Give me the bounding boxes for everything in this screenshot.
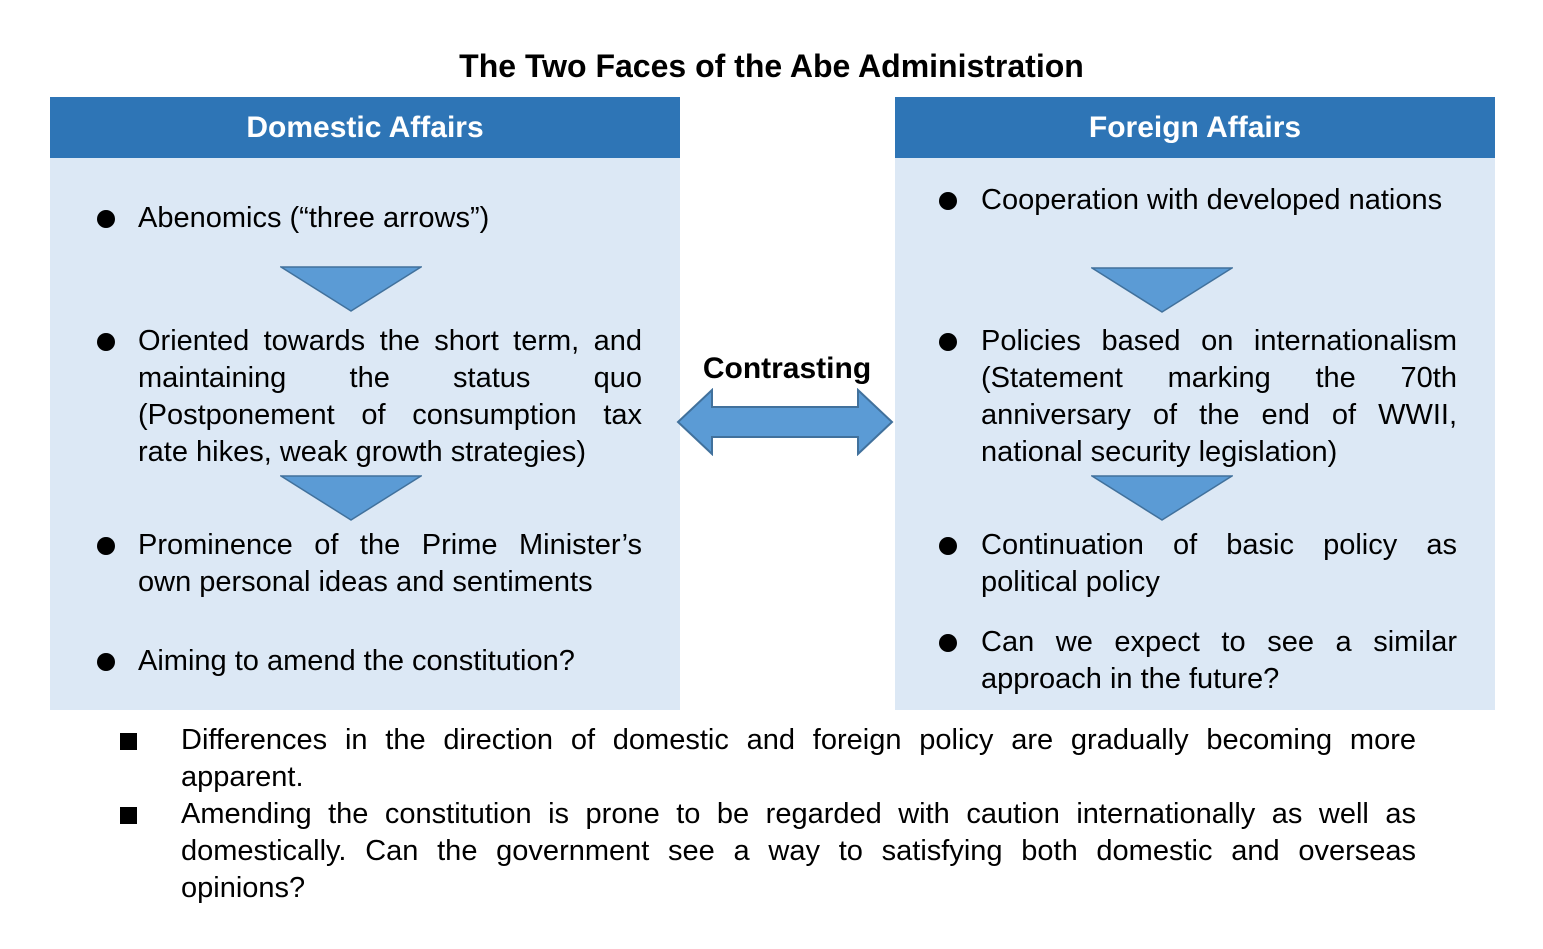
bullet-icon <box>97 537 115 555</box>
note-item <box>181 796 1416 907</box>
note-text: Amending the constitution is prone to be regarded with caution internationally as well as domestically. Can the government see a way to satisfying both domestic and overseas opinions? <box>181 798 1416 904</box>
double-headed-arrow-icon <box>676 388 894 456</box>
bullet-icon <box>939 192 957 210</box>
domestic-item-short-term <box>138 323 642 471</box>
square-bullet-icon <box>120 733 137 750</box>
domestic-item-abenomics <box>138 200 642 237</box>
bullet-icon <box>97 333 115 351</box>
down-arrow-icon <box>1091 267 1233 313</box>
bullet-icon <box>939 333 957 351</box>
domestic-item-text: Prominence of the Prime Minister’s own personal ideas and sentiments <box>138 529 642 598</box>
bullet-icon <box>97 210 115 228</box>
down-arrow-icon <box>1091 475 1233 521</box>
foreign-item-internationalism <box>981 323 1457 471</box>
foreign-item-cooperation <box>981 182 1457 219</box>
foreign-item-text: Continuation of basic policy as political policy <box>981 529 1457 598</box>
note-item <box>181 722 1416 796</box>
square-bullet-icon <box>120 807 137 824</box>
domestic-item-text: Oriented towards the short term, and maintaining the status quo (Postponement of consumption tax rate hikes, weak growth strategies) <box>138 325 642 468</box>
note-text: Differences in the direction of domestic and foreign policy are gradually becoming more apparent. <box>181 724 1416 793</box>
down-arrow-icon <box>280 475 422 521</box>
diagram-title: The Two Faces of the Abe Administration <box>459 48 1084 84</box>
foreign-affairs-header: Foreign Affairs <box>895 97 1495 158</box>
foreign-item-text: Cooperation with developed nations <box>981 184 1443 216</box>
contrasting-label: Contrasting <box>702 352 872 385</box>
domestic-item-constitution <box>138 643 642 680</box>
bullet-icon <box>97 653 115 671</box>
foreign-item-continuation <box>981 527 1457 601</box>
domestic-item-prominence <box>138 527 642 601</box>
domestic-item-text: Abenomics (“three arrows”) <box>138 202 490 234</box>
domestic-affairs-header: Domestic Affairs <box>50 97 680 158</box>
bullet-icon <box>939 537 957 555</box>
down-arrow-icon <box>280 266 422 312</box>
bullet-icon <box>939 634 957 652</box>
foreign-item-text: Can we expect to see a similar approach in the future? <box>981 626 1457 695</box>
foreign-item-text: Policies based on internationalism (Statement marking the 70th anniversary of the end of WWII, national security legislation) <box>981 325 1457 468</box>
foreign-item-future <box>981 624 1457 698</box>
domestic-item-text: Aiming to amend the constitution? <box>138 645 575 677</box>
